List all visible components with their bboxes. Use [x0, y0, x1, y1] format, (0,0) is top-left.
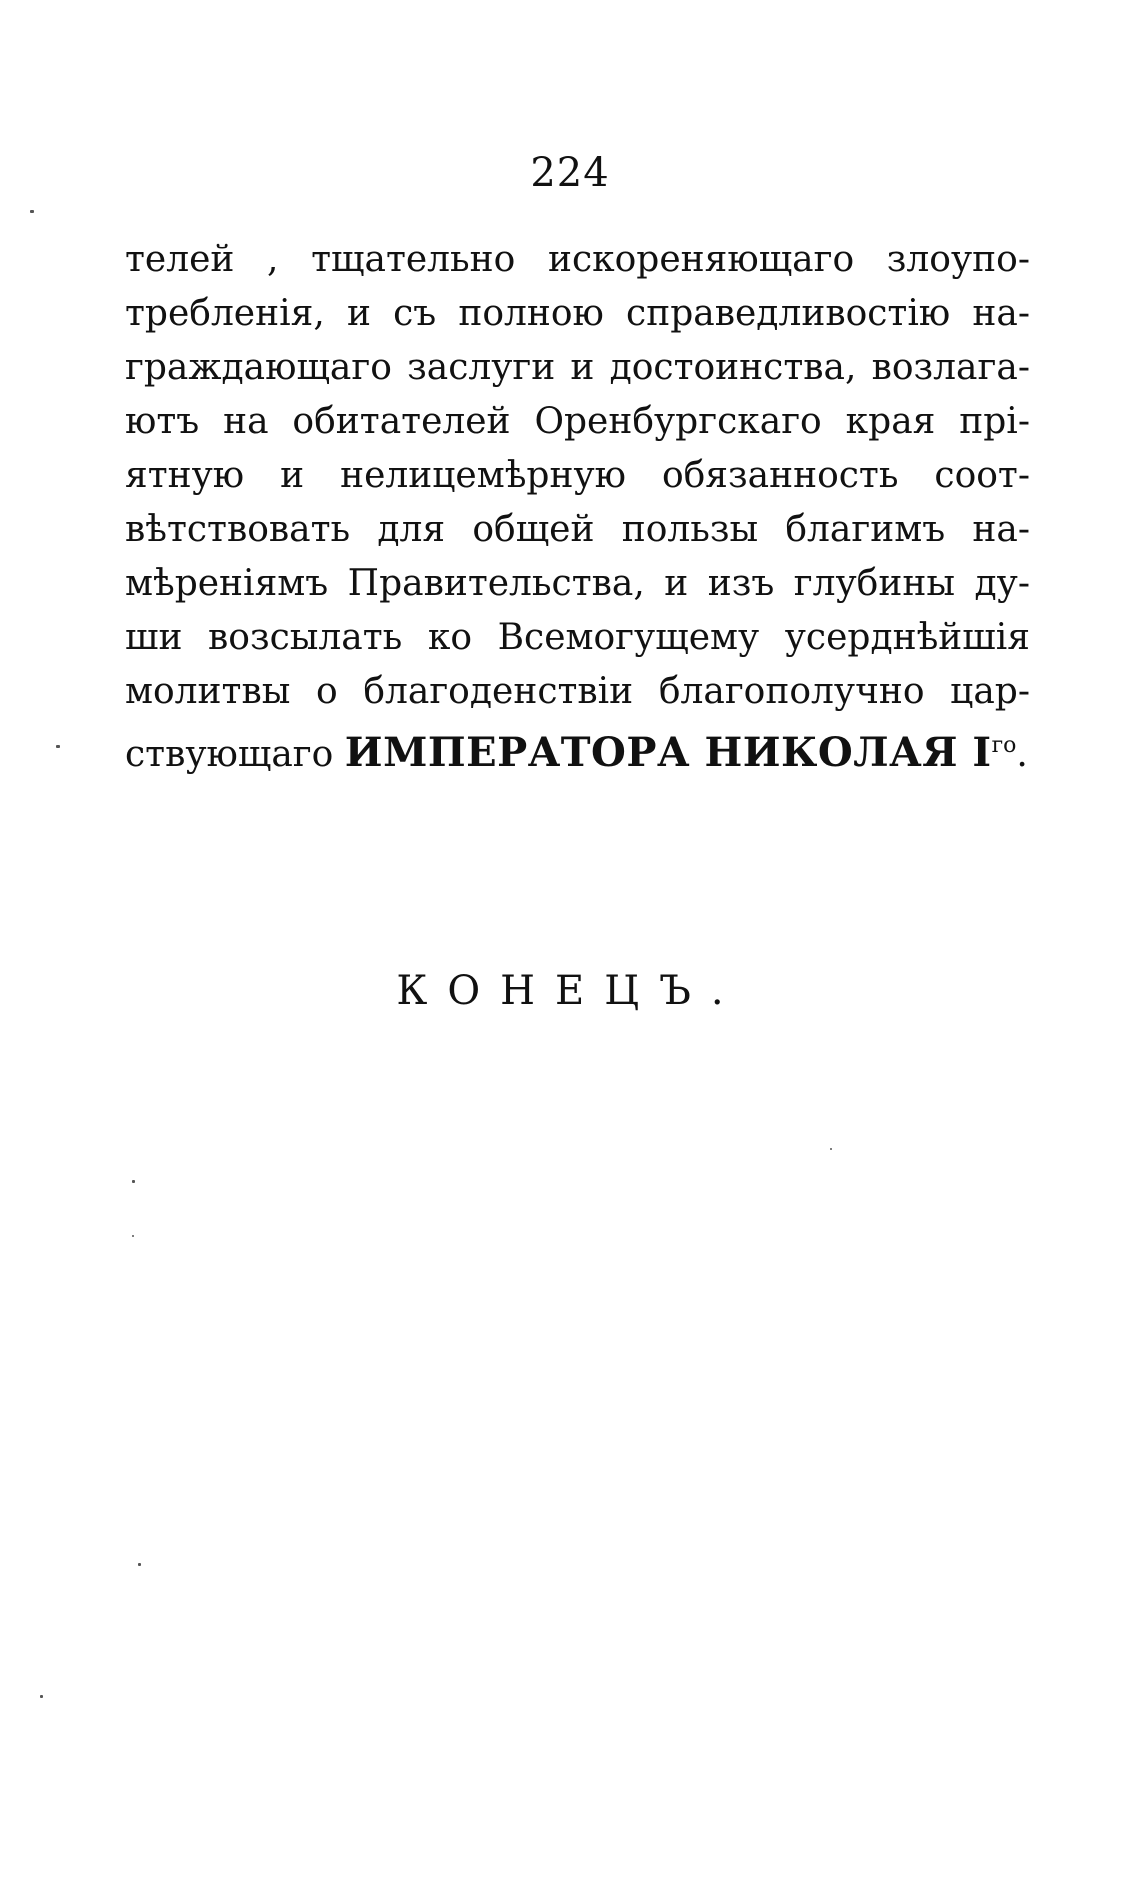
- text-line: требленія, и съ полною справедливостію на-: [125, 293, 1030, 334]
- text-line: ши возсылать ко Всемогущему усерднѣйшія: [125, 617, 1030, 658]
- text-line: ятную и нелицемѣрную обязанность соот-: [125, 455, 1030, 496]
- scan-speck: [30, 210, 34, 213]
- text-line: молитвы о благоденствіи благополучно цар-: [125, 671, 1030, 712]
- scan-speck: [138, 1563, 141, 1566]
- ordinal-superscript: го: [991, 733, 1017, 758]
- scan-speck: [830, 1148, 832, 1150]
- text-line-final: [125, 719, 1030, 776]
- page-number: 224: [530, 150, 610, 196]
- scan-speck: [132, 1235, 134, 1237]
- scan-speck: [40, 1695, 43, 1698]
- end-word: КОНЕЦЪ.: [396, 968, 744, 1014]
- scan-speck: [56, 745, 60, 748]
- text-line: мѣреніямъ Правительства, и изъ глубины ду-: [125, 563, 1030, 604]
- text-suffix: .: [1016, 734, 1028, 775]
- text-line: телей , тщательно искореняющаго злоупо-: [125, 239, 1030, 280]
- text-prefix: ствующаго: [125, 734, 345, 775]
- emperor-name: ИМПЕРАТОРА НИКОЛАЯ I: [344, 729, 992, 776]
- text-line: ютъ на обитателей Оренбургскаго края прі-: [125, 401, 1030, 442]
- text-line: граждающаго заслуги и достоинства, возлага-: [125, 347, 1030, 388]
- main-text: [125, 233, 1030, 776]
- scan-speck: [132, 1180, 135, 1183]
- text-line: вѣтствовать для общей пользы благимъ на-: [125, 509, 1030, 550]
